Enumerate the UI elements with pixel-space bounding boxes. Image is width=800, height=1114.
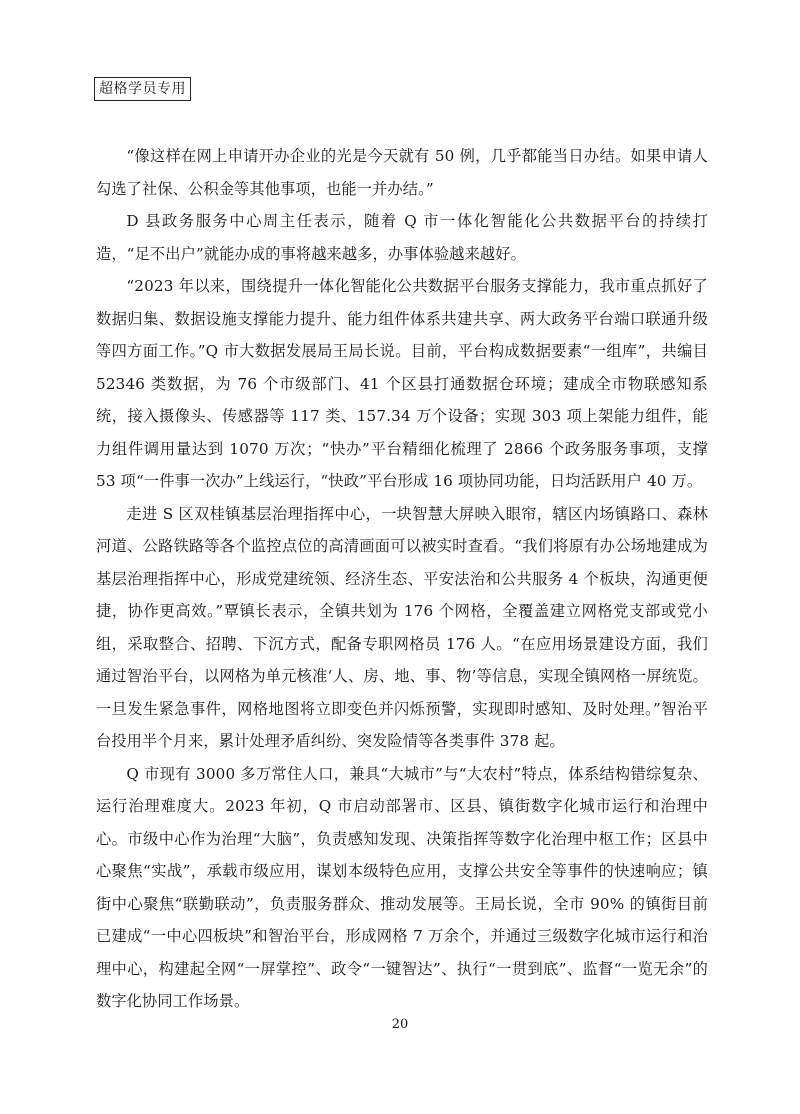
page-number: 20 [391,1017,409,1032]
article-body [96,140,708,1018]
paragraph-quote-enterprise: “像这样在网上申请开办企业的光是今天就有 50 例，几乎都能当日办结。如果申请人勾选了社保、公积金等其他事项，也能一并办结。” [96,147,708,198]
exclusive-use-stamp: 超格学员专用 [94,77,191,101]
paragraph-shuanggui-town: 走进 S 区双桂镇基层治理指挥中心，一块智慧大屏映入眼帘，辖区内场镇路口、森林河道、公路铁路等各个监控点位的高清画面可以被实时查看。“我们将原有办公场地建成为基层治理指挥中心，形成党建统领、经济生态、平安法治和公共服务 4 个板块，沟通更便捷，协作更高效。”覃镇长表示，全镇共划为 176 个网格，全覆盖建立网格党支部或党小组，采取整合、招聘、下沉方式，配备专职网格员 176 人。“在应用场景建设方面，我们通过智治平台，以网格为单元核准‘人、房、地、事、物’等信息，实现全镇网格一屏统览。一旦发生紧急事件，网格地图将立即变色并闪烁预警，实现即时感知、及时处理。”智治平台投用半个月来，累计处理矛盾纠纷、突发险情等各类事件 378 起。 [96,504,708,750]
paragraph-d-county-director: D 县政务服务中心周主任表示，随着 Q 市一体化智能化公共数据平台的持续打造，“足不出户”就能办成的事将越来越多，办事体验越来越好。 [96,212,708,263]
paragraph-data-platform: “2023 年以来，围绕提升一体化智能化公共数据平台服务支撑能力，我市重点抓好了数据归集、数据设施支撑能力提升、能力组件体系共建共享、两大政务平台端口联通升级等四方面工作。”Q 市大数据发展局王局长说。目前，平台构成数据要素“一组库”，共编目 52346 类数据，为 76 个市级部门、41 个区县打通数据仓环境；建成全市物联感知系统，接入摄像头、传感器等 117 类、157.34 万个设备；实现 303 项上架能力组件，能力组件调用量达到 1070 万次；“快办”平台精细化梳理了 2866 个政务服务事项，支撑 53 项“一件事一次办”上线运行，“快政”平台形成 16 项协同功能，日均活跃用户 40 万。 [96,277,708,490]
paragraph-q-city-governance: Q 市现有 3000 多万常住人口，兼具“大城市”与“大农村”特点，体系结构错综复杂、运行治理难度大。2023 年初，Q 市启动部署市、区县、镇街数字化城市运行和治理中心。市级中心作为治理“大脑”，负责感知发现、决策指挥等数字化治理中枢工作；区县中心聚焦“实战”，承载市级应用，谋划本级特色应用，支撑公共安全等事件的快速响应；镇街中心聚焦“联勤联动”，负责服务群众、推动发展等。王局长说，全市 90% 的镇街目前已建成“一中心四板块”和智治平台，形成网格 7 万余个，并通过三级数字化城市运行和治理中心，构建起全网“一屏掌控”、政令“一键智达”、执行“一贯到底”、监督“一览无余”的数字化协同工作场景。 [96,764,708,1010]
